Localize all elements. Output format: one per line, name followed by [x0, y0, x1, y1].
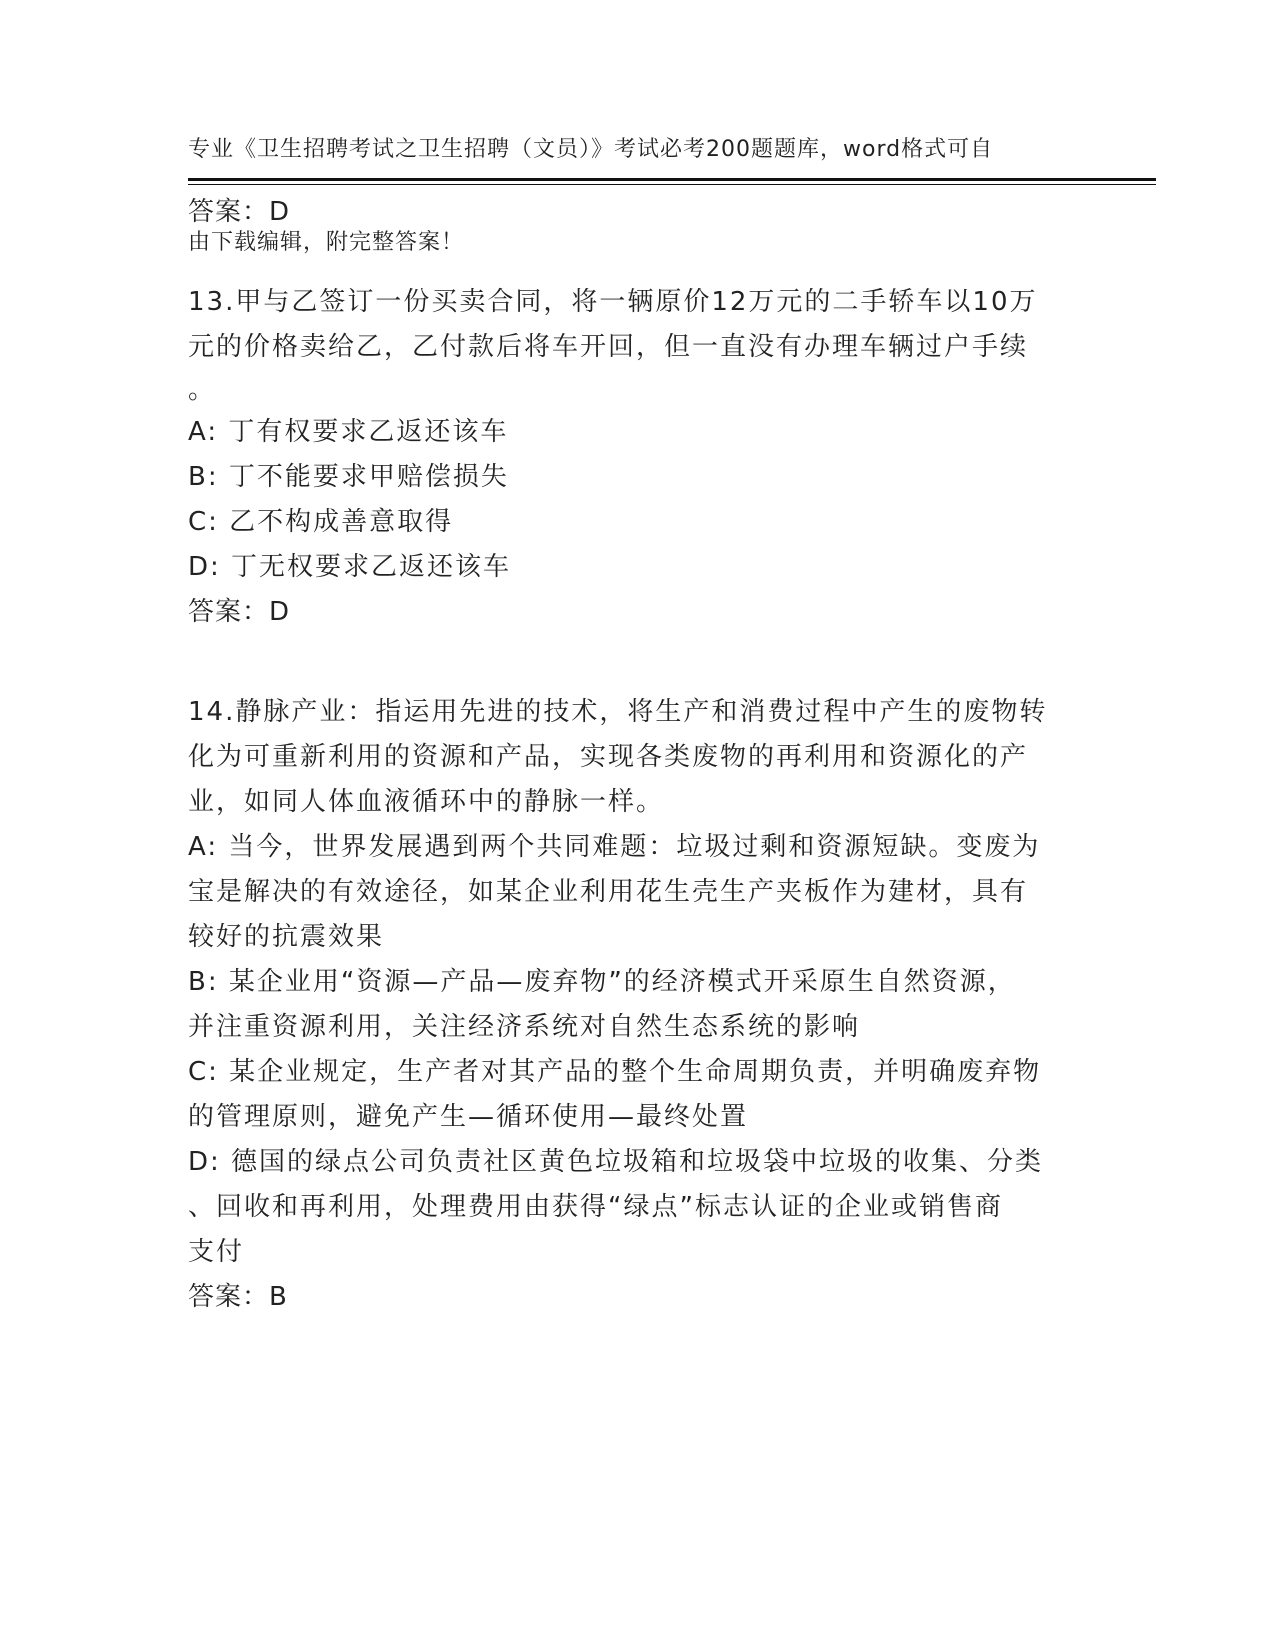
question-13-line-1: 13.甲与乙签订一份买卖合同，将一辆原价12万元的二手轿车以10万 — [188, 287, 1038, 317]
question-14-option-b-line-1: B: 某企业用“资源—产品—废弃物”的经济模式开采原生自然资源， — [188, 967, 1016, 997]
question-14-option-c-line-2: 的管理原则，避免产生—循环使用—最终处置 — [188, 1102, 749, 1132]
question-14-answer: 答案：B — [188, 1282, 288, 1312]
question-14-option-c-line-1: C: 某企业规定，生产者对其产品的整个生命周期负责，并明确废弃物 — [188, 1057, 1042, 1087]
header-rule-thin — [188, 184, 1156, 185]
question-13 — [188, 280, 1078, 635]
question-14-line-2: 化为可重新利用的资源和产品，实现各类废物的再利用和资源化的产 — [188, 742, 1029, 772]
question-13-option-a: A: 丁有权要求乙返还该车 — [188, 417, 509, 447]
previous-answer: 答案：D — [188, 197, 291, 227]
previous-answer-block — [188, 190, 1078, 235]
question-14-option-a-line-1: A: 当今，世界发展遇到两个共同难题：垃圾过剩和资源短缺。变废为 — [188, 832, 1041, 862]
question-14-option-a-line-2: 宝是解决的有效途径，如某企业利用花生壳生产夹板作为建材，具有 — [188, 877, 1029, 907]
question-14-option-b-line-2: 并注重资源利用，关注经济系统对自然生态系统的影响 — [188, 1012, 861, 1042]
question-13-option-d: D: 丁无权要求乙返还该车 — [188, 552, 512, 582]
header-rule-thick — [188, 178, 1156, 181]
header-title-line-2: 由下载编辑，附完整答案！ — [188, 230, 465, 255]
question-14-line-1: 14.静脉产业：指运用先进的技术，将生产和消费过程中产生的废物转 — [188, 697, 1048, 727]
question-14-line-3: 业，如同人体血液循环中的静脉一样。 — [188, 787, 665, 817]
question-13-option-c: C: 乙不构成善意取得 — [188, 507, 454, 537]
question-13-option-b: B: 丁不能要求甲赔偿损失 — [188, 462, 509, 492]
question-14-option-d-line-1: D: 德国的绿点公司负责社区黄色垃圾箱和垃圾袋中垃圾的收集、分类 — [188, 1147, 1044, 1177]
question-14-option-d-line-2: 、回收和再利用，处理费用由获得“绿点”标志认证的企业或销售商 — [188, 1192, 1003, 1222]
question-14-option-a-line-3: 较好的抗震效果 — [188, 922, 385, 952]
question-13-line-2: 元的价格卖给乙，乙付款后将车开回，但一直没有办理车辆过户手续 — [188, 332, 1029, 362]
question-14 — [188, 690, 1078, 1320]
question-14-option-d-line-3: 支付 — [188, 1237, 245, 1267]
question-13-line-3: 。 — [188, 375, 217, 405]
header-title-line-1: 专业《卫生招聘考试之卫生招聘（文员）》考试必考200题题库，word格式可自 — [188, 137, 994, 162]
question-13-answer: 答案：D — [188, 597, 291, 627]
